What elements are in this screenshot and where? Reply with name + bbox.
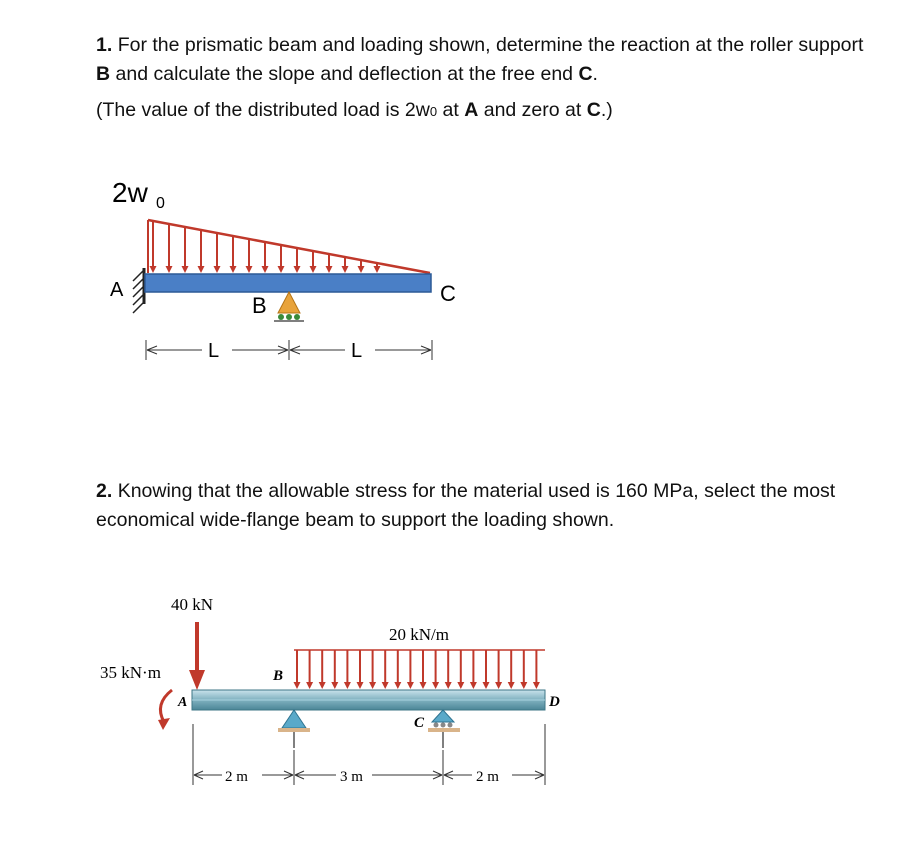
figure-1 <box>110 177 456 362</box>
fig1-fixed-support <box>133 268 144 313</box>
fig2-moment-arrow <box>158 690 172 730</box>
fig1-load-arrow-head <box>182 266 189 273</box>
fig2-load-arrow-head <box>382 682 389 689</box>
note-text-end: .) <box>600 99 613 121</box>
fig2-pin-support-b <box>278 710 310 748</box>
fig2-load-arrow-head <box>331 682 338 689</box>
fig1-load-arrow-head <box>358 266 365 273</box>
problem-1-b-label: B <box>96 63 111 85</box>
fig1-span-1: L <box>208 340 220 362</box>
note-subscript: 0 <box>429 104 438 119</box>
fig1-load-label: 2w <box>112 177 148 208</box>
problem-2-number: 2. <box>96 480 113 502</box>
fig2-load-arrow-head <box>420 682 427 689</box>
fig1-load-arrow-head <box>262 266 269 273</box>
fig2-dim-1: 2 m <box>225 769 248 785</box>
note-text-c: and zero at <box>483 99 582 121</box>
fig1-load-arrow-head <box>294 266 301 273</box>
fig2-dim-2: 3 m <box>340 769 363 785</box>
fig2-point-load-label: 40 kN <box>171 595 214 614</box>
fig1-load-arrow-head <box>310 266 317 273</box>
fig2-load-arrow-head <box>357 682 364 689</box>
fig2-load-arrow-head <box>470 682 477 689</box>
fig1-beam <box>145 274 431 292</box>
fig2-load-arrow-head <box>508 682 515 689</box>
fig2-load-arrow-head <box>306 682 313 689</box>
fig2-load-arrow-head <box>344 682 351 689</box>
fig1-load-arrow-head <box>150 266 157 273</box>
fig2-load-arrow-head <box>407 682 414 689</box>
fig1-point-c: C <box>440 281 456 306</box>
fig2-load-arrow-head <box>495 682 502 689</box>
fig2-load-arrow-head <box>520 682 527 689</box>
fig2-point-c: C <box>414 715 425 731</box>
fig2-distributed-load <box>294 650 546 689</box>
figure-2 <box>100 595 560 785</box>
fig2-load-arrow-head <box>369 682 376 689</box>
fig1-dimensions <box>146 340 432 360</box>
fig2-point-b: B <box>273 668 284 684</box>
fig2-point-d: D <box>549 694 560 710</box>
fig1-load-arrow-head <box>326 266 333 273</box>
fig1-roller-support <box>274 292 304 321</box>
note-a-label: A <box>464 99 479 121</box>
fig1-load-arrow-head <box>230 266 237 273</box>
fig2-load-arrow-head <box>445 682 452 689</box>
fig2-load-arrow-head <box>457 682 464 689</box>
fig1-load-arrow-head <box>214 266 221 273</box>
fig1-load-arrow-head <box>198 266 205 273</box>
fig2-dim-3: 2 m <box>476 769 499 785</box>
note-c-label: C <box>586 99 601 121</box>
fig2-point-load-arrow <box>189 622 205 690</box>
fig2-load-arrow-head <box>432 682 439 689</box>
fig2-load-arrow-head <box>483 682 490 689</box>
fig2-point-a: A <box>178 695 188 710</box>
fig1-load-subscript: 0 <box>156 195 165 212</box>
problem-1-text-b: and calculate the slope and deflection at the free end <box>115 63 574 85</box>
fig1-point-a: A <box>110 279 124 301</box>
fig2-roller-support-c <box>428 710 460 748</box>
fig2-load-arrow-head <box>319 682 326 689</box>
fig1-load-arrow-head <box>278 266 285 273</box>
fig1-span-2: L <box>351 340 363 362</box>
problem-1-text-end: . <box>592 63 598 85</box>
note-text-b: at <box>437 99 459 121</box>
fig2-dist-load-label: 20 kN/m <box>389 625 449 644</box>
fig1-point-b: B <box>252 293 267 318</box>
fig2-moment-label: 35 kN·m <box>100 663 161 682</box>
fig1-load-arrow-head <box>166 266 173 273</box>
problem-1-text-a: For the prismatic beam and loading shown, determine the reaction at the roller support <box>117 34 864 56</box>
fig1-load-arrow-head <box>246 266 253 273</box>
fig1-load-arrow-head <box>342 266 349 273</box>
fig1-load-arrow-head <box>374 266 381 273</box>
fig2-load-arrow-head <box>533 682 540 689</box>
problem-1-c-label: C <box>578 63 593 85</box>
fig2-load-arrow-head <box>294 682 301 689</box>
fig2-load-arrow-head <box>394 682 401 689</box>
note-text-a: (The value of the distributed load is 2w <box>96 99 430 121</box>
problem-1-number: 1. <box>96 34 113 56</box>
fig1-distributed-load <box>148 220 430 273</box>
problem-2-text: Knowing that the allowable stress for the material used is 160 MPa, select the most economical wide-flange beam to support the loading shown. <box>96 480 836 531</box>
